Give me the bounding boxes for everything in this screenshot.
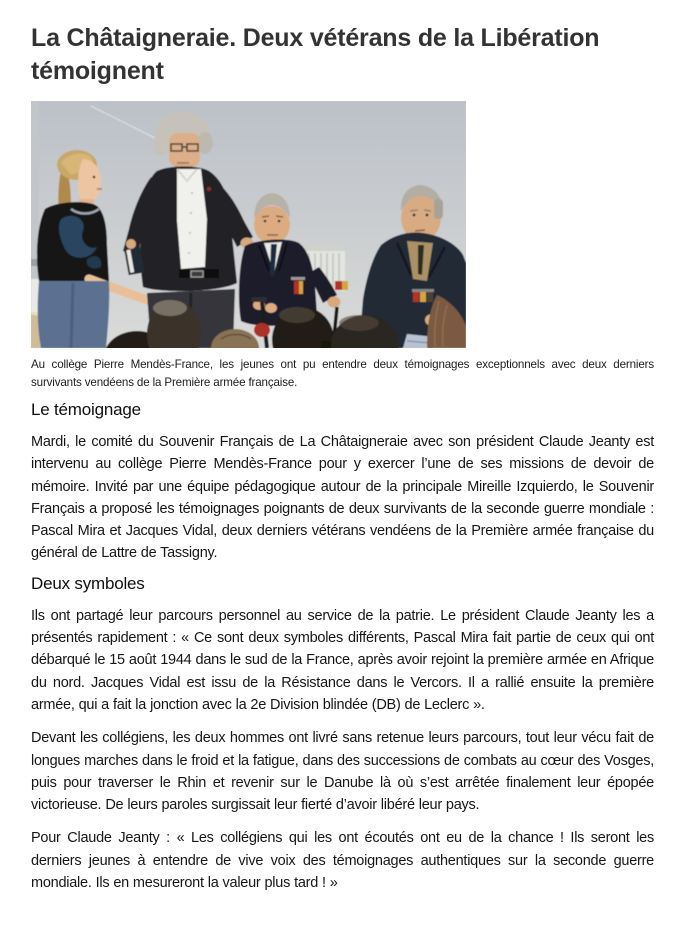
article-page (0, 22, 685, 936)
article (0, 22, 685, 894)
section-heading-symboles: Deux symboles (31, 573, 145, 593)
photo-caption: Au collège Pierre Mendès-France, les jeunes ont pu entendre deux témoignages exceptionnels avec deux derniers survivants vendéens de la Première armée française. (31, 358, 654, 389)
article-title: La Châtaigneraie. Deux vétérans de la Libération témoignent (31, 24, 600, 85)
article-photo (31, 101, 466, 348)
paragraph-temoignage-1: Mardi, le comité du Souvenir Français de La Châtaigneraie avec son président Claude Jeanty est intervenu au collège Pierre Mendès-France pour y exercer l’une de ses missions de devoir de mémoire. Invité par une équipe pédagogique autour de la principale Mireille Izquierdo, le Souvenir Français a proposé les témoignages poignants de deux survivants de la seconde guerre mondiale : Pascal Mira et Jacques Vidal, deux derniers vétérans vendéens de la Première armée française du général de Lattre de Tassigny. (31, 434, 654, 562)
photo-illustration (31, 101, 466, 348)
paragraph-symboles-3: Pour Claude Jeanty : « Les collégiens qui les ont écoutés ont eu de la chance ! Ils seront les derniers jeunes à entendre de vive voix des témoignages authentiques sur la seconde guerre mondiale. Ils en mesureront la valeur plus tard ! » (31, 830, 654, 892)
paragraph-symboles-1: Ils ont partagé leur parcours personnel au service de la patrie. Le président Claude Jeanty les a présentés rapidement : « Ce sont deux symboles différents, Pascal Mira fait partie de ceux qui ont débarqué le 15 août 1944 dans le sud de la France, après avoir rejoint la première armée en Afrique du nord. Jacques Vidal est issu de la Résistance dans le Vercors. Il a rallié ensuite la première armée, qui a fait la jonction avec la 2e Division blindée (DB) de Leclerc ». (31, 607, 654, 713)
section-heading-temoignage: Le témoignage (31, 400, 141, 419)
paragraph-symboles-2: Devant les collégiens, les deux hommes ont livré sans retenue leurs parcours, tout leur vécu fait de longues marches dans le froid et la fatigue, dans des successions de combats au cœur des Vosges, puis pour traverser le Rhin et revenir sur le Danube là où s’est arrêtée finalement leur épopée victorieuse. De leurs paroles surgissait leur fierté d’avoir libéré leur pays. (31, 730, 654, 814)
